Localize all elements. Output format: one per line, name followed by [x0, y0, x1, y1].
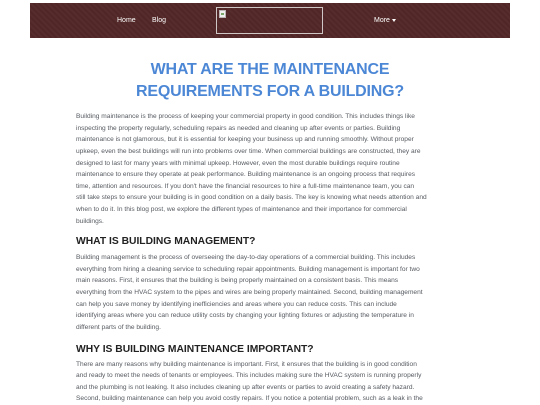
caret-down-icon [392, 19, 396, 22]
section-paragraph-building-management [76, 252, 476, 333]
paragraph-line: and ready to meet the needs of tenants or employees. This includes making sure the HVAC system is running properly [76, 372, 422, 380]
paragraph-line: maintenance to ensure they operate at peak performance. Building maintenance is an ongoing process that requires [76, 171, 416, 179]
paragraph-line: and the plumbing is not leaking. It also includes cleaning up after events or parties to avoid creating a safety hazard. [76, 383, 415, 391]
paragraph-line: still take steps to ensure your building is in good condition on a daily basis. The key is knowing what needs attention and [76, 194, 427, 202]
page-title-line: REQUIREMENTS FOR A BUILDING? [136, 83, 404, 100]
nav-more-label: More [374, 17, 390, 24]
paragraph-line: Second, building maintenance can help you avoid costly repairs. If you notice a potential problem, such as a leak in the [76, 395, 423, 403]
broken-image-icon [219, 10, 226, 18]
section-heading-building-management: WHAT IS BUILDING MANAGEMENT? [76, 236, 256, 247]
paragraph-line: can help you save money by identifying inefficiencies and areas where you can reduce costs. This can include [76, 300, 397, 308]
page-title [0, 59, 540, 103]
paragraph-line: buildings. [76, 217, 104, 225]
nav-link-blog[interactable]: Blog [152, 17, 167, 24]
paragraph-line: maintenance is not glamorous, but it is essential for keeping your business up and running smoothly. Without proper [76, 136, 414, 144]
section-paragraph-maintenance-importance [76, 359, 476, 405]
paragraph-line: everything from the HVAC system to the pipes and wires are being properly maintained. Second, building management [76, 288, 423, 296]
paragraph-line: when to do it. In this blog post, we explore the different types of maintenance and their importance for commercial [76, 205, 407, 213]
top-navbar [30, 3, 510, 38]
intro-paragraph [76, 111, 476, 227]
paragraph-line: everything from hiring a cleaning service to scheduling repair appointments. Building management is important for two [76, 265, 420, 273]
paragraph-line: upkeep, even the best buildings will run into problems over time. When commercial buildings are constructed, they are [76, 147, 421, 155]
page-title-line: WHAT ARE THE MAINTENANCE [150, 61, 390, 78]
section-heading-maintenance-importance: WHY IS BUILDING MAINTENANCE IMPORTANT? [76, 344, 314, 355]
paragraph-line: different parts of the building. [76, 323, 161, 331]
paragraph-line: designed to last for many years with minimal upkeep. However, even the most durable buildings require routine [76, 159, 400, 167]
nav-more-dropdown[interactable] [374, 3, 396, 38]
site-logo[interactable] [216, 7, 323, 34]
paragraph-line: Building maintenance is the process of keeping your commercial property in good condition. This includes things like [76, 113, 415, 121]
paragraph-line: main reasons. First, it ensures that the building is being properly maintained on a consistent basis. This means [76, 277, 399, 285]
paragraph-line: identifying areas where you can reduce utility costs by changing your lighting fixtures or adjusting the temperature in [76, 312, 414, 320]
paragraph-line: time, attention and resources. If you don't have the financial resources to hire a full-time maintenance team, you can [76, 182, 415, 190]
nav-link-home[interactable]: Home [117, 17, 136, 24]
paragraph-line: There are many reasons why building maintenance is important. First, it ensures that the building is in good condition [76, 360, 417, 368]
paragraph-line: inspecting the property regularly, scheduling repairs as needed and cleaning up after events or parties. Building [76, 124, 401, 132]
paragraph-line: Building management is the process of overseeing the day-to-day operations of a commercial building. This includes [76, 254, 416, 262]
